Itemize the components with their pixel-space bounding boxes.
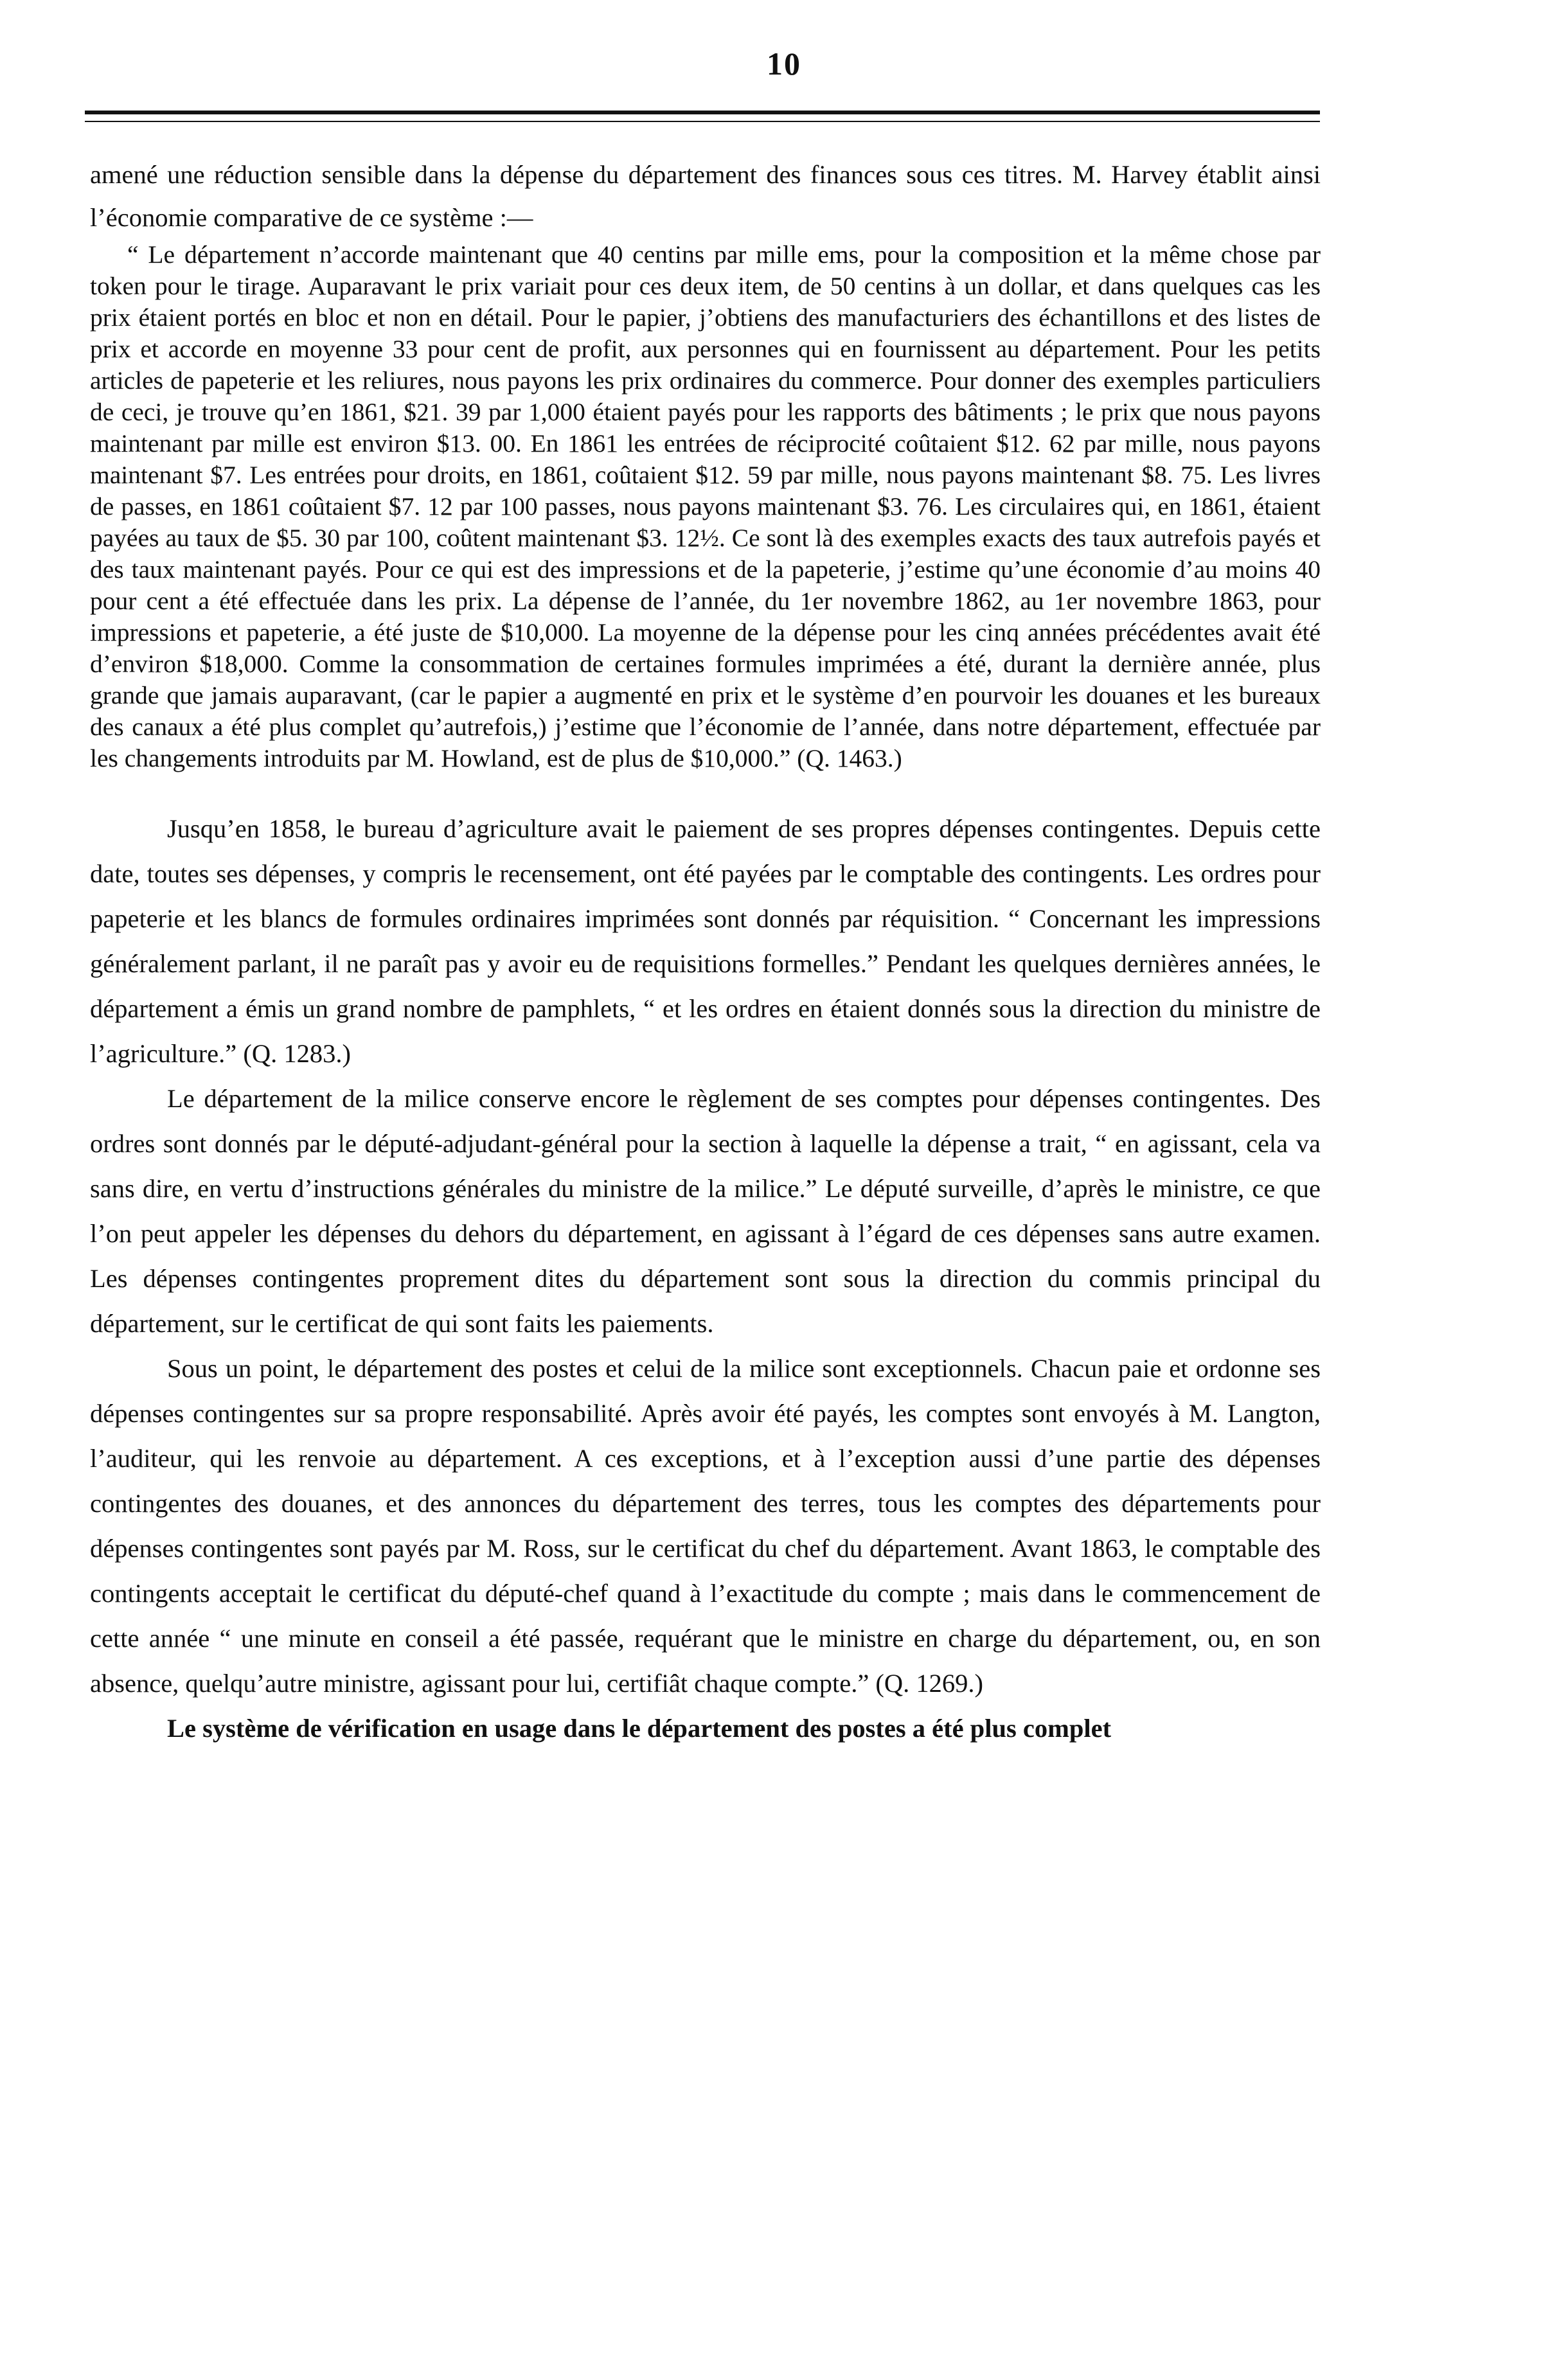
verification-paragraph-start: Le système de vérification en usage dans le département des postes a été plus complet [167, 1714, 1112, 1743]
header-rule-thick [85, 111, 1320, 114]
header-rule-thin [85, 121, 1320, 122]
militia-paragraph: Le département de la milice conserve encore le règlement de ses comptes pour dépenses contingentes. Des ordres sont donnés par le député-adjudant-général pour la section à laquelle la dépense a trait, “ en agissant, cela va sans dire, en vertu d’instructions générales du ministre de la milice.” Le député surveille, d’après le ministre, ce que l’on peut appeler les dépenses du dehors du département, en agissant à l’égard de ces dépenses sans autre examen. Les dépenses contingentes proprement dites du département sont sous la direction du commis principal du département, sur le certificat de qui sont faits les paiements. [90, 1084, 1321, 1338]
opening-paragraph: amené une réduction sensible dans la dépense du département des finances sous ces titres. M. Harvey établit ainsi l’économie comparative de ce système :— [90, 160, 1321, 232]
quoted-testimony-paragraph: “ Le département n’accorde maintenant que 40 centins par mille ems, pour la composition et la même chose par token pour le tirage. Auparavant le prix variait pour ces deux item, de 50 centins à un dollar, et dans quelques cas les prix étaient portés en bloc et non en détail. Pour le papier, j’obtiens des manufacturiers des échantillons et des listes de prix et accorde en moyenne 33 pour cent de profit, aux personnes qui en fournissent au département. Pour les petits articles de papeterie et les reliures, nous payons les prix ordinaires du commerce. Pour donner des exemples particuliers de ceci, je trouve qu’en 1861, $21. 39 par 1,000 étaient payés pour les rapports des bâtiments ; le prix que nous payons maintenant par mille est environ $13. 00. En 1861 les entrées de réciprocité coûtaient $12. 62 par mille, nous payons maintenant $7. Les entrées pour droits, en 1861, coûtaient $12. 59 par mille, nous payons maintenant $8. 75. Les livres de passes, en 1861 coûtaient $7. 12 par 100 passes, nous payons maintenant $3. 76. Les circulaires qui, en 1861, étaient payées au taux de $5. 30 par 100, coûtent maintenant $3. 12½. Ce sont là des exemples exacts des taux autrefois payés et des taux maintenant payés. Pour ce qui est des impressions et de la papeterie, j’estime qu’une économie d’au moins 40 pour cent a été effectuée dans les prix. La dépense de l’année, du 1er novembre 1862, au 1er novembre 1863, pour impressions et papeterie, a été juste de $10,000. La moyenne de la dépense pour les cinq années précédentes avait été d’environ $18,000. Comme la consommation de certaines formules imprimées a été, durant la dernière année, plus grande que jamais auparavant, (car le papier a augmenté en prix et le système d’en pourvoir les douanes et les bureaux des canaux a été plus complet qu’autrefois,) j’estime que l’économie de l’année, dans notre département, effectuée par les changements introduits par M. Howland, est de plus de $10,000.” (Q. 1463.) [90, 240, 1321, 772]
page-body [90, 153, 1321, 1751]
agriculture-paragraph: Jusqu’en 1858, le bureau d’agriculture avait le paiement de ses propres dépenses contingentes. Depuis cette date, toutes ses dépenses, y compris le recensement, ont été payées par le comptable des contingents. Les ordres pour papeterie et les blancs de formules ordinaires imprimées sont donnés par réquisition. “ Concernant les impressions généralement parlant, il ne paraît pas y avoir eu de requisitions formelles.” Pendant les quelques dernières années, le département a émis un grand nombre de pamphlets, “ et les ordres en étaient donnés sous la direction du ministre de l’agriculture.” (Q. 1283.) [90, 814, 1321, 1068]
page-number: 10 [767, 46, 801, 82]
postes-exceptions-paragraph: Sous un point, le département des postes et celui de la milice sont exceptionnels. Chacun paie et ordonne ses dépenses contingentes sur sa propre responsabilité. Après avoir été payés, les comptes sont envoyés à M. Langton, l’auditeur, qui les renvoie au département. A ces exceptions, et à l’exception aussi d’une partie des dépenses contingentes des douanes, et des annonces du département des terres, tous les comptes des départements pour dépenses contingentes sont payés par M. Ross, sur le certificat du chef du département. Avant 1863, le comptable des contingents acceptait le certificat du député-chef quand à l’exactitude du compte ; mais dans le commencement de cette année “ une minute en conseil a été passée, requérant que le ministre en charge du département, ou, en son absence, quelqu’autre ministre, agissant pour lui, certifiât chaque compte.” (Q. 1269.) [90, 1354, 1321, 1698]
